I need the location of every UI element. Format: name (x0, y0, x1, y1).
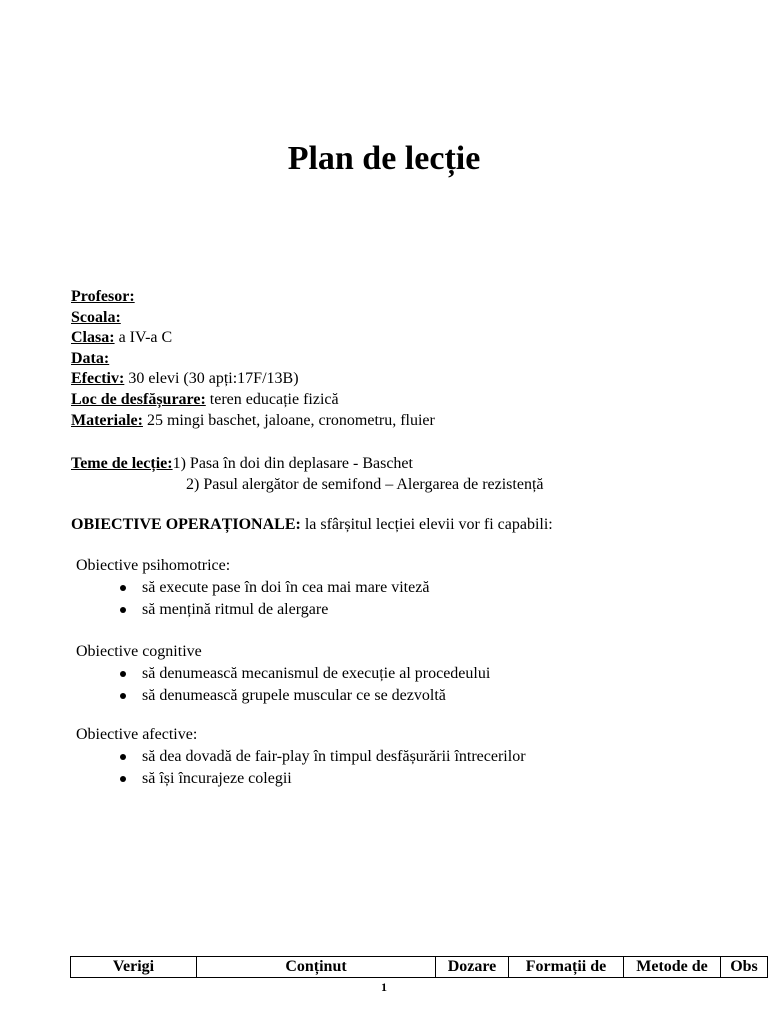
bullet-icon (120, 585, 126, 591)
data-label: Data: (71, 349, 110, 367)
theme-2: 2) Pasul alergător de semifond – Alergarea de rezistență (186, 476, 544, 493)
table-header-cell: Verigi (71, 957, 197, 978)
bullet-icon (120, 754, 126, 760)
themes-label: Teme de lecție: (71, 455, 173, 472)
list-item (76, 746, 526, 768)
list-item (76, 685, 490, 707)
clasa-label: Clasa: (71, 329, 115, 347)
afective-group (76, 724, 526, 790)
psihomotrice-list (76, 577, 429, 621)
efectiv-label: Efectiv: (71, 370, 125, 388)
objectives-intro: la sfârșitul lecției elevii vor fi capabili: (300, 516, 553, 533)
lesson-table (70, 956, 768, 978)
cognitive-heading: Obiective cognitive (76, 643, 202, 660)
lesson-info (71, 287, 435, 431)
objectives-heading (71, 516, 553, 534)
materiale-value: 25 mingi baschet, jaloane, cronometru, fluier (142, 411, 435, 429)
list-item-text: să denumească mecanismul de execuție al procedeului (142, 665, 491, 682)
loc-label: Loc de desfășurare: (71, 390, 206, 408)
bullet-icon (120, 671, 126, 677)
materiale-label: Materiale: (71, 411, 143, 429)
profesor-label: Profesor: (71, 288, 135, 305)
bullet-icon (120, 607, 126, 613)
psihomotrice-heading: Obiective psihomotrice: (76, 557, 231, 574)
list-item (76, 663, 490, 685)
cognitive-list (76, 663, 490, 707)
table-header-cell: Dozare (436, 957, 509, 978)
list-item-text: să dea dovadă de fair-play în timpul desfășurării întrecerilor (142, 748, 526, 765)
table-header-cell: Conținut (197, 957, 436, 978)
materiale-row (71, 411, 435, 432)
table-header-cell: Obs (721, 957, 768, 978)
bullet-icon (120, 693, 126, 699)
afective-list (76, 746, 526, 790)
list-item-text: să denumească grupele muscular ce se dezvoltă (142, 687, 446, 704)
clasa-value: a IV-a C (114, 329, 173, 347)
list-item-text: să mențină ritmul de alergare (142, 601, 329, 618)
page-number: 1 (381, 980, 387, 994)
lesson-themes (71, 453, 544, 495)
efectiv-row (71, 369, 435, 390)
clasa-row (71, 328, 435, 349)
scoala-label: Scoala: (71, 308, 121, 326)
table-header-cell: Formații de (509, 957, 624, 978)
profesor-row (71, 287, 435, 308)
cognitive-group (76, 641, 490, 707)
document-title: Plan de lecție (287, 140, 481, 177)
theme-line-1 (71, 453, 544, 474)
afective-heading: Obiective afective: (76, 726, 198, 743)
scoala-row (71, 308, 435, 329)
loc-row (71, 390, 435, 411)
efectiv-value: 30 elevi (30 apți:17F/13B) (124, 370, 299, 388)
table-header-row (71, 957, 768, 978)
list-item-text: să își încurajeze colegii (142, 770, 292, 787)
objectives-label: OBIECTIVE OPERAȚIONALE: (71, 516, 301, 533)
data-row (71, 349, 435, 370)
theme-1: 1) Pasa în doi din deplasare - Baschet (172, 455, 413, 472)
list-item (76, 599, 429, 621)
list-item (76, 577, 429, 599)
table-header-cell: Metode de (624, 957, 721, 978)
bullet-icon (120, 776, 126, 782)
list-item (76, 768, 526, 790)
loc-value: teren educație fizică (205, 390, 339, 408)
list-item-text: să execute pase în doi în cea mai mare viteză (142, 579, 430, 596)
psihomotrice-group (76, 555, 429, 621)
